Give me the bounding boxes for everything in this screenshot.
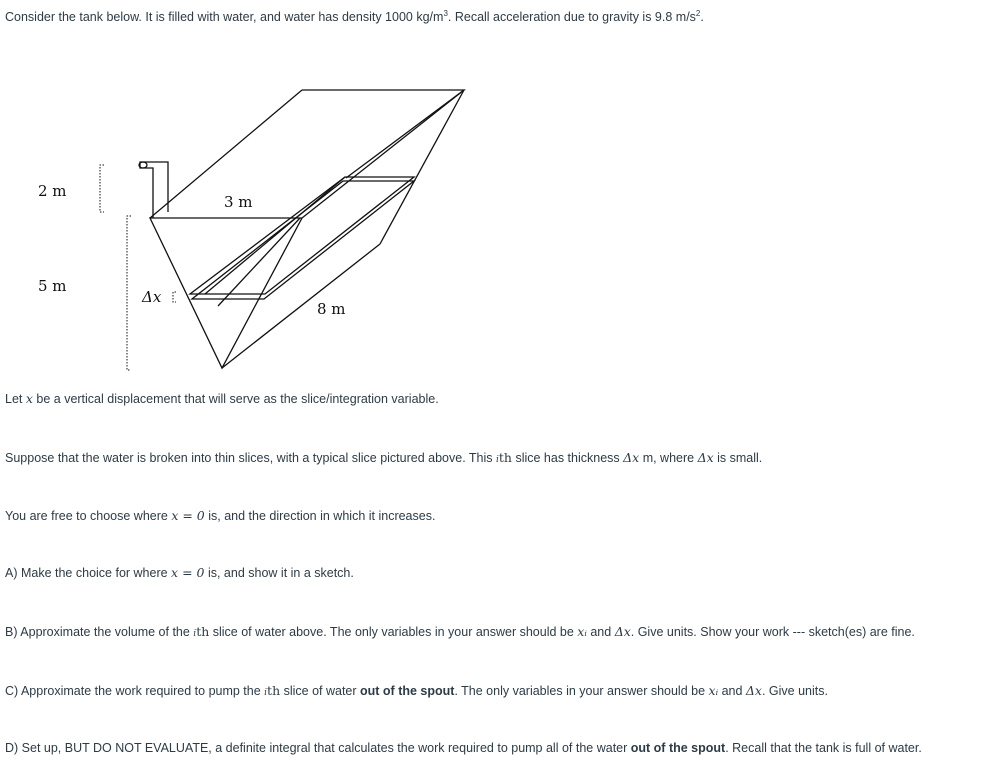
bracket-5m [127,216,131,370]
bracket-2m [100,165,104,212]
label-3m: 3 m [224,193,253,211]
para-slices: Suppose that the water is broken into thin slices, with a typical slice pictured above. This ith slice has thickness Δx m, where Δx is small. [5,450,763,465]
question-d: D) Set up, BUT DO NOT EVALUATE, a definite integral that calculates the work required to pump all of the water out of the spout. Recall that the tank is full of water. [5,741,922,755]
label-2m: 2 m [38,182,67,200]
label-5m: 5 m [38,277,67,295]
label-dx: Δx [142,288,162,306]
para-variable: Let x be a vertical displacement that will serve as the slice/integration variable. [5,391,439,406]
question-c: C) Approximate the work required to pump the ith slice of water out of the spout. The only variables in your answer should be xᵢ and Δx. Give units. [5,683,828,698]
back-right-edge [380,90,464,244]
tank-figure [0,60,500,380]
intro-text: Consider the tank below. It is filled with water, and water has density 1000 $kg/m^3$. Recall acceleration due to gravity is 9.8 $m/s^2$. [5,9,704,24]
label-8m: 8 m [317,300,346,318]
top-right-edge [302,90,464,218]
bottom-edge [222,244,380,368]
para-free-choice: You are free to choose where x = 0 is, and the direction in which it increases. [5,508,436,523]
bracket-dx [173,292,176,302]
question-a: A) Make the choice for where x = 0 is, and show it in a sketch. [5,565,354,580]
spout [140,162,168,218]
question-b: B) Approximate the volume of the ith slice of water above. The only variables in your answer should be xᵢ and Δx. Give units. Show your work --- sketch(es) are fine. [5,624,915,639]
